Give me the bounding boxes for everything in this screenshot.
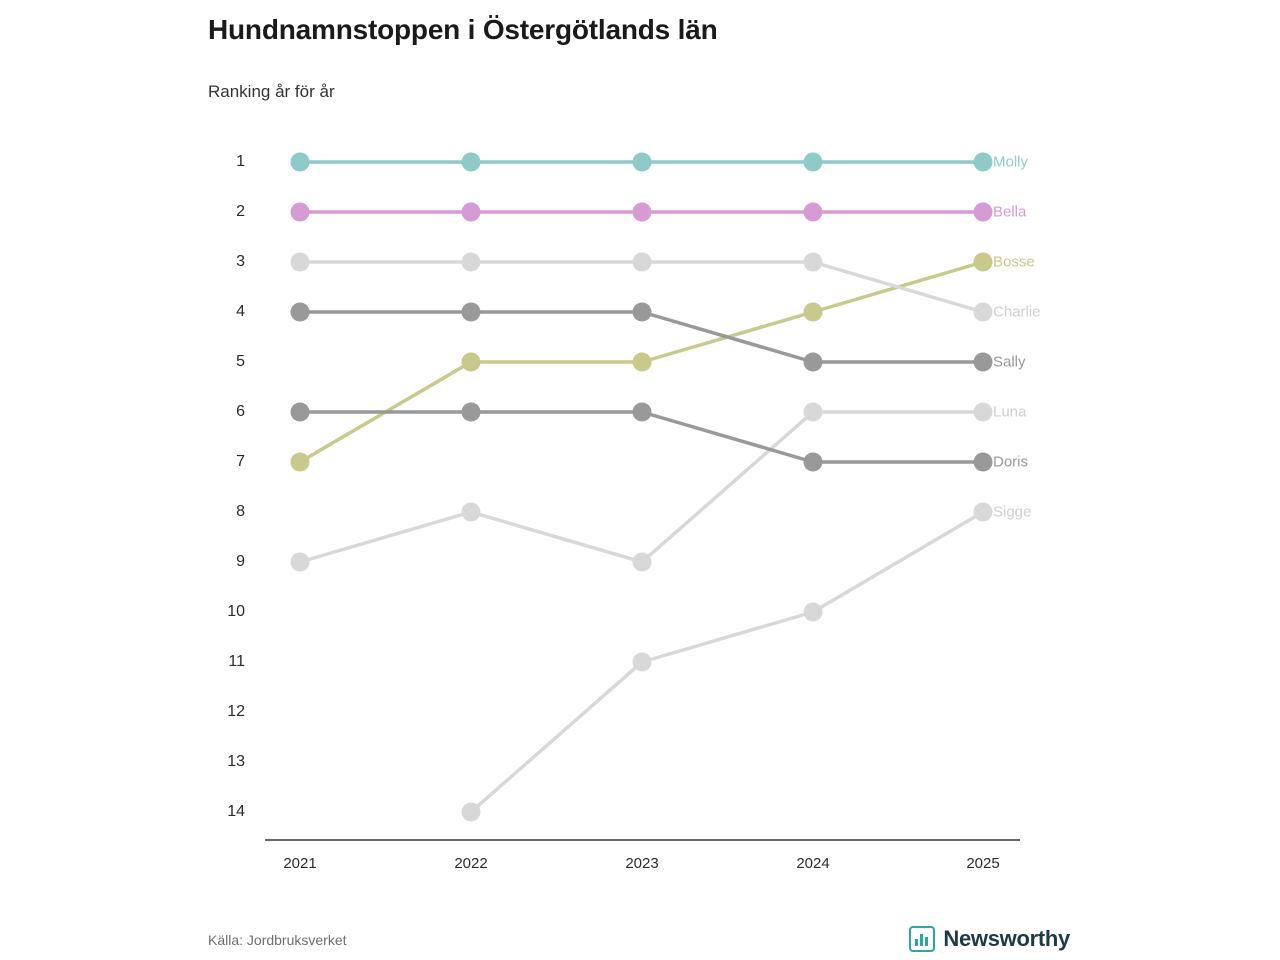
bar-chart-icon [909, 926, 935, 952]
data-point [462, 803, 481, 822]
x-tick-label: 2025 [966, 855, 1000, 872]
data-point [633, 353, 652, 372]
series-label-charlie: Charlie [993, 303, 1041, 321]
data-point [804, 453, 823, 472]
series-label-molly: Molly [993, 153, 1029, 171]
data-point [462, 503, 481, 522]
data-point [974, 503, 993, 522]
data-point [291, 153, 310, 172]
data-point [804, 203, 823, 222]
data-point [633, 653, 652, 672]
series-label-luna: Luna [993, 403, 1027, 421]
series-line [471, 512, 983, 812]
y-tick-label: 3 [236, 253, 245, 270]
data-point [633, 153, 652, 172]
data-point [974, 403, 993, 422]
y-tick-label: 13 [227, 753, 245, 770]
data-point [633, 303, 652, 322]
data-point [974, 153, 993, 172]
y-tick-label: 9 [236, 553, 245, 570]
y-tick-label: 6 [236, 403, 245, 420]
x-tick-label: 2023 [625, 855, 659, 872]
data-point [462, 153, 481, 172]
y-tick-label: 11 [228, 653, 245, 670]
y-tick-label: 4 [236, 303, 245, 320]
data-point [462, 403, 481, 422]
data-point [462, 303, 481, 322]
y-tick-label: 2 [236, 203, 245, 220]
data-point [291, 253, 310, 272]
data-point [804, 303, 823, 322]
series-label-bella: Bella [993, 203, 1027, 221]
y-tick-label: 7 [236, 453, 245, 470]
page-subtitle: Ranking år för år [208, 82, 335, 101]
data-point [974, 203, 993, 222]
y-tick-label: 8 [236, 503, 245, 520]
data-point [974, 453, 993, 472]
series-label-bosse: Bosse [993, 253, 1035, 271]
y-tick-label: 1 [236, 153, 245, 170]
brand-logo [909, 926, 1070, 952]
data-point [291, 203, 310, 222]
series-label-sigge: Sigge [993, 503, 1032, 521]
x-tick-label: 2022 [454, 855, 488, 872]
series-label-doris: Doris [993, 453, 1029, 471]
data-point [633, 253, 652, 272]
series-label-sally: Sally [993, 353, 1026, 371]
data-point [974, 353, 993, 372]
data-point [804, 603, 823, 622]
data-point [291, 403, 310, 422]
y-tick-label: 14 [227, 803, 245, 820]
data-point [804, 253, 823, 272]
page-title: Hundnamnstoppen i Östergötlands län [208, 14, 718, 45]
x-tick-label: 2024 [796, 855, 830, 872]
y-tick-label: 10 [227, 603, 245, 620]
y-tick-label: 12 [227, 703, 245, 720]
data-point [804, 353, 823, 372]
data-point [974, 253, 993, 272]
series-line [300, 412, 983, 562]
data-point [804, 403, 823, 422]
source-note: Källa: Jordbruksverket [208, 932, 347, 948]
data-point [291, 303, 310, 322]
data-point [633, 553, 652, 572]
y-tick-label: 5 [236, 353, 245, 370]
data-point [804, 153, 823, 172]
data-point [462, 203, 481, 222]
data-point [291, 453, 310, 472]
data-point [974, 303, 993, 322]
data-point [633, 403, 652, 422]
data-point [462, 353, 481, 372]
data-point [291, 553, 310, 572]
data-point [462, 253, 481, 272]
brand-name: Newsworthy [943, 926, 1070, 951]
x-tick-label: 2021 [283, 855, 317, 872]
data-point [633, 203, 652, 222]
